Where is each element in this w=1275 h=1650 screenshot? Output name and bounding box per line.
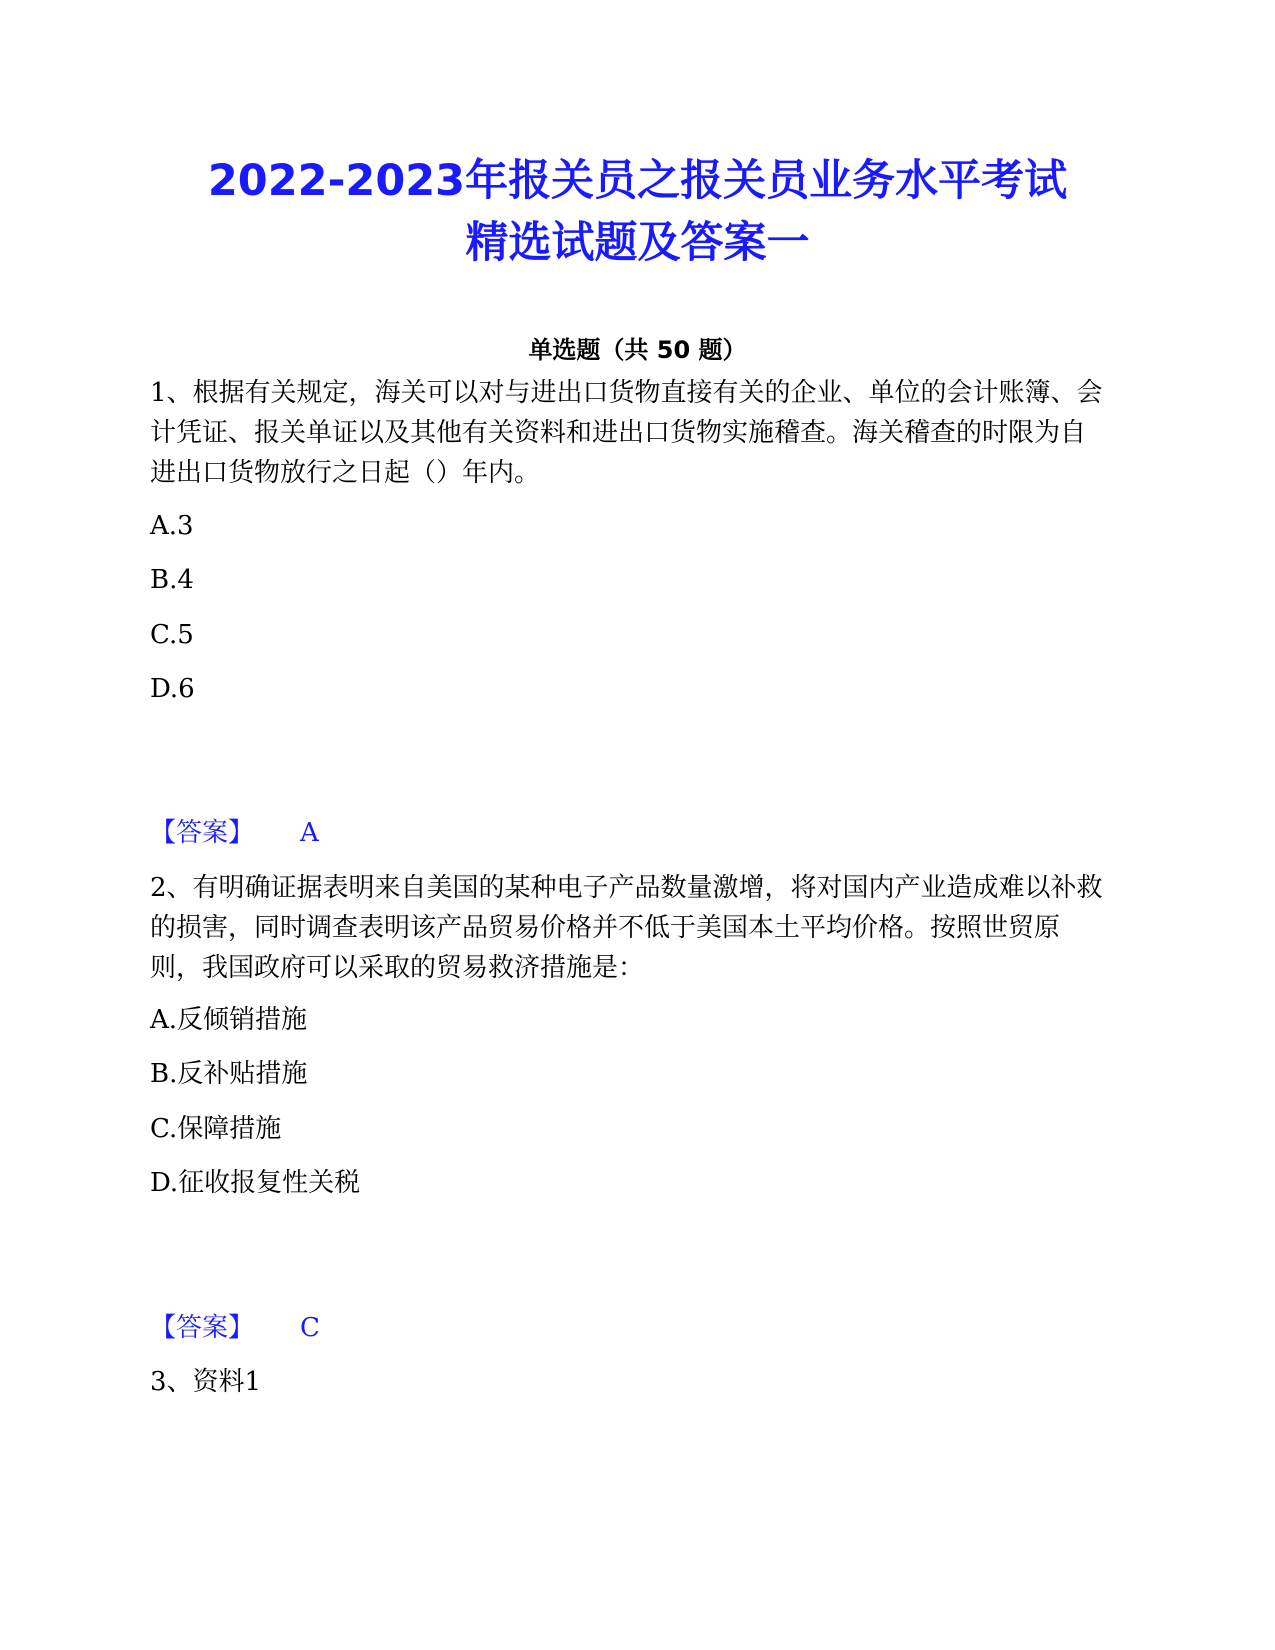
question-3-stem: 3、资料1: [150, 1367, 262, 1397]
document-title: [120, 150, 1155, 274]
document-title-line-1: 2022-2023年报关员之报关员业务水平考试: [207, 156, 1068, 206]
question-1-answer: [150, 815, 319, 851]
question-2-stem: 2、有明确证据表明来自美国的某种电子产品数量激增，将对国内产业造成难以补救的损害，同时调查表明该产品贸易价格并不低于美国本土平均价格。按照世贸原则，我国政府可以采取的贸易救济措施是：: [150, 873, 1103, 983]
section-heading: 单选题（共 50 题）: [528, 336, 747, 364]
question-1-option-b: B.4: [150, 565, 194, 595]
document-title-line-2: 精选试题及答案一: [465, 218, 810, 268]
question-2-option-c: C.保障措施: [150, 1114, 282, 1144]
answer-value: A: [300, 818, 319, 848]
question-1-option-c: C.5: [150, 620, 194, 650]
question-1-stem: 1、根据有关规定，海关可以对与进出口货物直接有关的企业、单位的会计账簿、会计凭证、报关单证以及其他有关资料和进出口货物实施稽查。海关稽查的时限为自进出口货物放行之日起（）年内。: [150, 378, 1103, 488]
question-1-option-d: D.6: [150, 674, 195, 704]
question-2-option-d: D.征收报复性关税: [150, 1168, 361, 1198]
question-2-option-b: B.反补贴措施: [150, 1059, 308, 1089]
question-2-option-a: A.反倾销措施: [150, 1005, 308, 1035]
question-1-option-a: A.3: [150, 511, 194, 541]
question-2-answer: [150, 1310, 320, 1346]
answer-label: 【答案】: [150, 1313, 255, 1343]
answer-label: 【答案】: [150, 818, 255, 848]
answer-value: C: [300, 1313, 320, 1343]
